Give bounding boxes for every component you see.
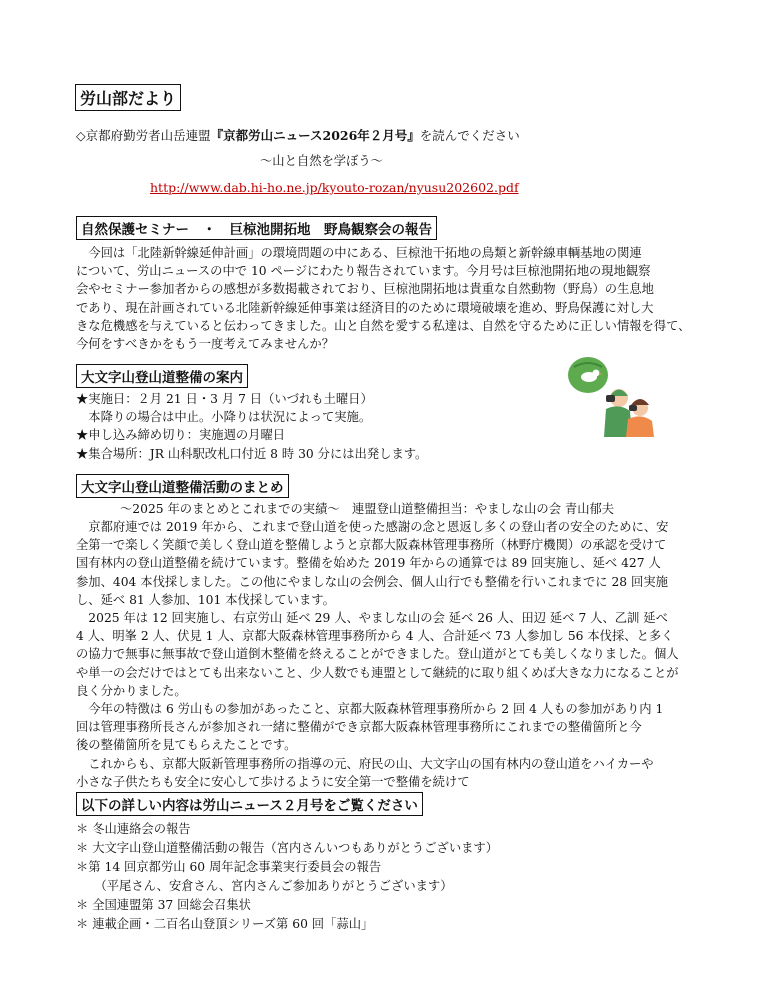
more-details-heading: 以下の詳しい内容は労山ニュース２月号をご覧ください [76, 792, 423, 816]
list-item: ＊ 連載企画・二百名山登頂シリーズ第 60 回「蒜山」 [76, 917, 374, 931]
daimonji-summary-body [76, 518, 679, 791]
intro-suffix: を読んでください [419, 128, 520, 143]
contents-list [76, 820, 498, 934]
summary-byline: ～2025 年のまとめとこれまでの実績～ 連盟登山道整備担当：やましな山の会 青山郁夫 [120, 502, 615, 516]
birdwatchers-icon [566, 353, 658, 437]
paragraph-line: について、労山ニュースの中で 10 ページにわたり報告されています。今月号は巨椋池開拓地の現地観察 [76, 264, 651, 279]
summary-line: 京都府連では 2019 年から、これまで登山道を使った感謝の念と恩返し多くの登山者の安全のために、安 [76, 520, 669, 534]
subtitle: ～山と自然を学ぼう～ [260, 154, 383, 168]
summary-line: 小さな子供たちも安全に安心して歩けるように安全第一で整備を続けて [76, 774, 470, 789]
newsletter-link[interactable]: http://www.dab.hi-ho.ne.jp/kyouto-rozan/nyusu202602.pdf [150, 180, 519, 195]
summary-line: 2025 年は 12 回実施し、右京労山 延べ 29 人、やましな山の会 延べ 26 人、田辺 延べ 7 人、乙訓 延べ [76, 611, 668, 626]
list-item: ＊ 冬山連絡会の報告 [76, 822, 191, 836]
intro-prefix: ◇京都府勤労者山岳連盟 [76, 128, 211, 143]
guide-line: ★申し込み締め切り：実施週の月曜日 [76, 428, 286, 443]
nature-seminar-heading: 自然保護セミナー ・ 巨椋池開拓地 野鳥観察会の報告 [76, 216, 437, 240]
summary-line: 全第一で楽しく笑顔で美しく登山道を整備しようと京都大阪森林管理事務所（林野庁機関）の承認を受けて [76, 538, 667, 553]
list-item: ＊第 14 回京都労山 60 周年記念事業実行委員会の報告 [76, 860, 382, 874]
paragraph-line: であり、現在計画されている北陸新幹線延伸事業は経済目的のために環境破壊を進め、野鳥保護に対し大 [76, 300, 654, 315]
summary-line: や単一の会だけではとても出来ないこと、少人数でも連盟として継続的に取り組くめば大きな力になることが [76, 665, 679, 680]
list-item: ＊ 大文字山登山道整備活動の報告（宮内さんいつもありがとうございます） [76, 841, 499, 855]
nature-seminar-body [76, 244, 690, 353]
paragraph-line: 会やセミナー参加者からの感想が多数掲載されており、巨椋池開拓地は貴重な自然動物（野鳥）の生息地 [76, 282, 654, 297]
summary-line: 今年の特徴は 6 労山もの参加があったこと、京都大阪森林管理事務所から 2 回 4 人もの参加があり内 1 [76, 702, 664, 717]
daimonji-summary-heading: 大文字山登山道整備活動のまとめ [76, 474, 289, 498]
list-item: （平尾さん、安倉さん、宮内さんご参加ありがとうございます） [76, 879, 453, 893]
paragraph-line: 今回は「北陸新幹線延伸計画」の環境問題の中にある、巨椋池干拓地の鳥類と新幹線車輌基地の関連 [76, 246, 642, 260]
summary-line: 後の整備箇所を見てもらえたことです。 [76, 738, 297, 753]
summary-line: の協力で無事に無事故で登山道倒木整備を終えることができました。登山道がとても美しくなりました。個人 [76, 647, 679, 662]
summary-line: 参加、404 本伐採しました。この他にやましな山の会例会、個人山行でも整備を行いこれまでに 28 回実施 [76, 574, 668, 589]
summary-line: 国有林内の登山道整備を続けています。整備を始めた 2019 年からの通算では 89 回実施し、延べ 427 人 [76, 556, 661, 571]
paragraph-line: 今何をすべきかをもう一度考えてみませんか？ [76, 337, 334, 352]
summary-line: 回は管理事務所長さんが参加され一緒に整備ができ京都大阪森林管理事務所にこれまでの整備箇所と今 [76, 720, 642, 735]
guide-line: 本降りの場合は中止。小降りは状況によって実施。 [76, 410, 372, 425]
intro-newsletter-title: 『京都労山ニュース2026年２月号』 [210, 128, 420, 143]
summary-line: 良く分かりました。 [76, 683, 187, 698]
paragraph-line: きな危機感を与えていると伝わってきました。山と自然を愛する私達は、自然を守るために正しい情報を得て、 [76, 318, 691, 333]
daimonji-guide-body [76, 390, 427, 463]
summary-line: これからも、京都大阪新管理事務所の指導の元、府民の山、大文字山の国有林内の登山道をハイカーや [76, 756, 654, 771]
guide-line: ★実施日：２月 21 日・3 月 7 日（いづれも土曜日） [76, 392, 373, 406]
guide-line: ★集合場所：JR 山科駅改札口付近 8 時 30 分には出発します。 [76, 446, 428, 461]
summary-line: 4 人、明峯 2 人、伏見 1 人、京都大阪森林管理事務所から 4 人、合計延べ 73 人参加し 56 本伐採、と多く [76, 629, 674, 644]
page-title: 労山部だより [75, 84, 181, 111]
daimonji-guide-heading: 大文字山登山道整備の案内 [76, 364, 248, 388]
person-orange-icon [626, 416, 654, 437]
summary-line: し、延べ 81 人参加、101 本伐採しています。 [76, 592, 335, 607]
intro-line [76, 127, 520, 145]
list-item: ＊ 全国連盟第 37 回総会召集状 [76, 898, 251, 912]
